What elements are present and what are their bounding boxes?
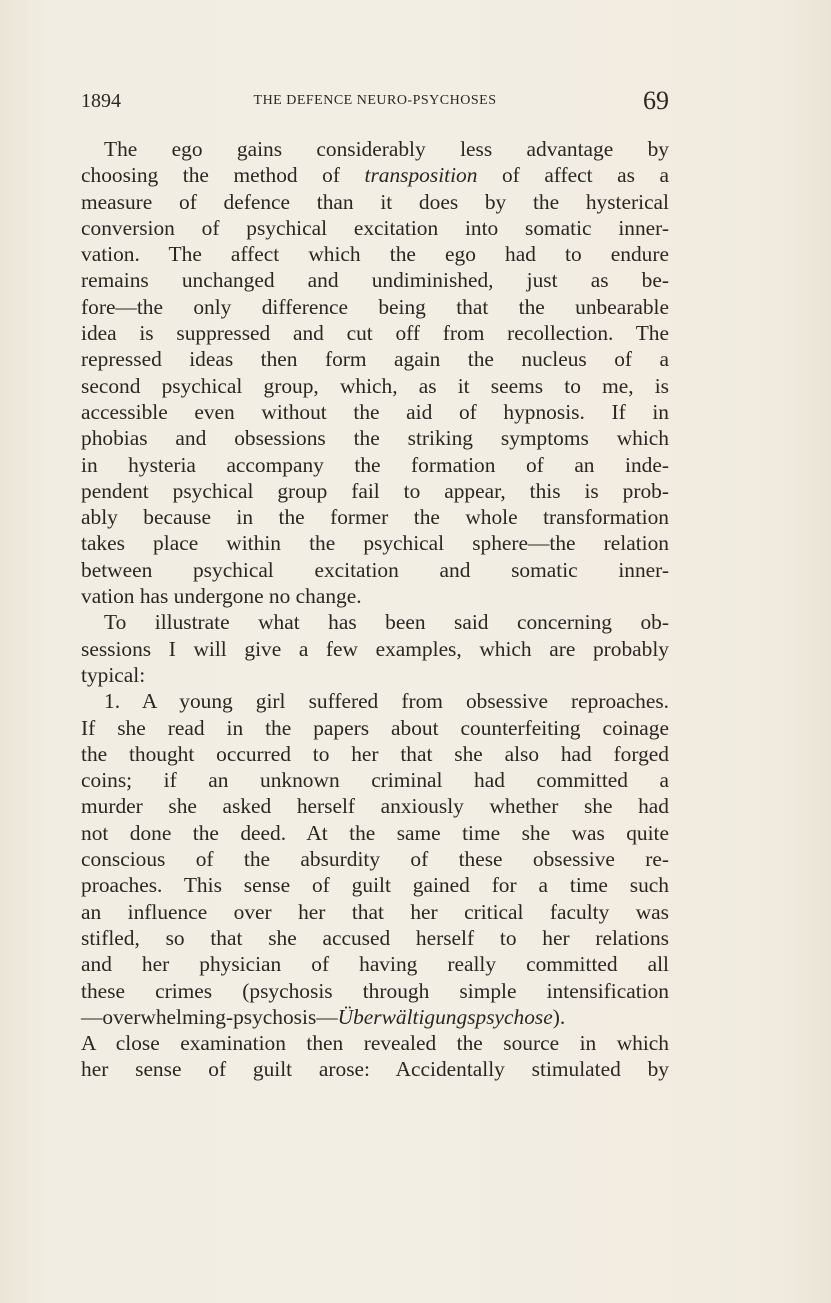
text-line: pendent psychical group fail to appear, this is prob-	[81, 478, 669, 503]
text-line: her sense of guilt arose: Accidentally stimulated by	[81, 1057, 669, 1082]
text-line: coins; if an unknown criminal had committed a	[81, 768, 669, 793]
text-line: choosing the method of transposition of affect as a	[81, 163, 669, 188]
text-line: in hysteria accompany the formation of an inde-	[81, 452, 669, 477]
text-line: an influence over her that her critical faculty was	[81, 899, 669, 924]
text-line: A close examination then revealed the source in which	[81, 1031, 669, 1056]
text-line: these crimes (psychosis through simple intensification	[81, 978, 669, 1003]
text-line: The ego gains considerably less advantage by	[104, 137, 669, 161]
text-line: second psychical group, which, as it seems to me, is	[81, 373, 669, 398]
italic-term: Überwältigungspsychose	[337, 1004, 553, 1029]
text-line: If she read in the papers about counterfeiting coinage	[81, 715, 669, 740]
running-head-title: THE DEFENCE NEURO-PSYCHOSES	[253, 93, 497, 108]
text-line: the thought occurred to her that she also had forged	[81, 741, 669, 766]
text-line: between psychical excitation and somatic inner-	[81, 557, 669, 582]
text-line: vation. The affect which the ego had to endure	[81, 242, 669, 267]
text-line: ably because in the former the whole transformation	[81, 505, 669, 530]
text-line: repressed ideas then form again the nucleus of a	[81, 347, 669, 372]
text-line: vation has undergone no change.	[81, 584, 362, 609]
text-line: proaches. This sense of guilt gained for a time such	[81, 873, 669, 898]
text-line: stifled, so that she accused herself to her relations	[81, 925, 669, 950]
text-line: and her physician of having really committed all	[81, 952, 669, 977]
text-line: takes place within the psychical sphere—the relation	[81, 531, 669, 556]
text-line: conscious of the absurdity of these obsessive re-	[81, 847, 669, 872]
running-head	[81, 86, 669, 118]
italic-term: transposition	[364, 163, 478, 188]
text-line: murder she asked herself anxiously whether she had	[81, 794, 669, 819]
text-line: phobias and obsessions the striking symptoms which	[81, 426, 669, 451]
text-line: 1. A young girl suffered from obsessive reproaches.	[104, 689, 669, 714]
text-line: —overwhelming-psychosis—Überwältigungspsychose).	[81, 1004, 566, 1029]
page-number: 69	[643, 86, 669, 115]
text-line: not done the deed. At the same time she was quite	[81, 820, 669, 845]
text-line: measure of defence than it does by the hysterical	[81, 189, 669, 214]
running-head-year: 1894	[81, 90, 121, 112]
text-line: To illustrate what has been said concerning ob-	[104, 610, 669, 635]
text-line: fore—the only difference being that the unbearable	[81, 294, 669, 319]
body-text	[81, 136, 669, 1083]
text-line: sessions I will give a few examples, which are probably	[81, 636, 669, 661]
text-line: remains unchanged and undiminished, just as be-	[81, 268, 669, 293]
text-line: conversion of psychical excitation into somatic inner-	[81, 215, 669, 240]
text-line: typical:	[81, 662, 146, 687]
text-line: accessible even without the aid of hypnosis. If in	[81, 399, 669, 424]
text-line: idea is suppressed and cut off from recollection. The	[81, 321, 669, 346]
